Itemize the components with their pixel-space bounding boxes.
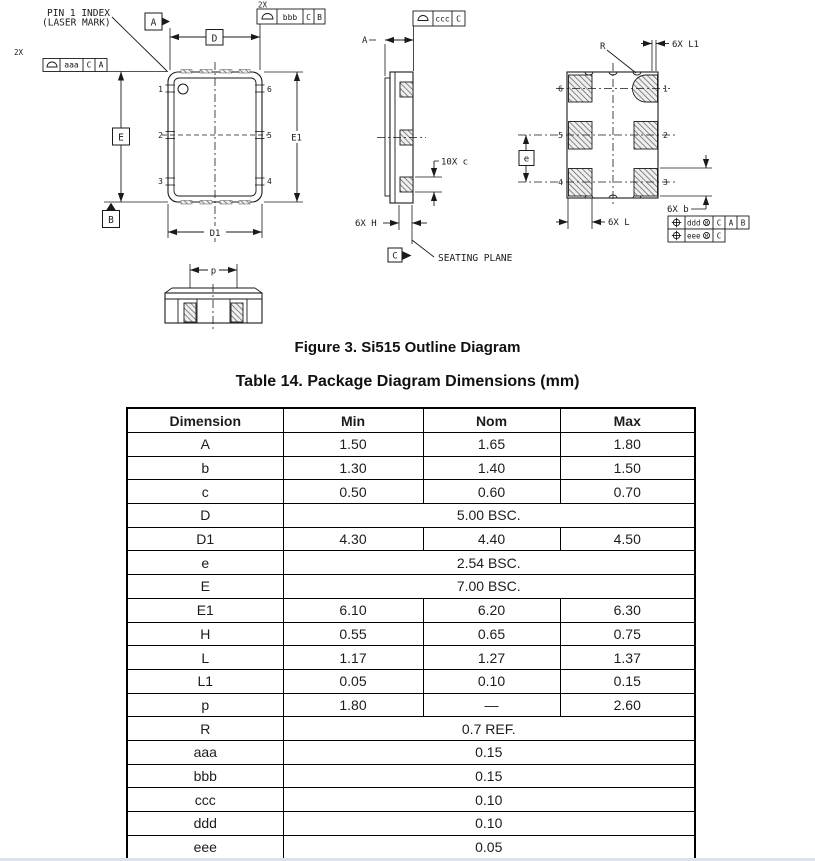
table-row bbox=[127, 669, 695, 693]
dim-label-e-pitch: e bbox=[523, 154, 530, 165]
nom-cell: 0.10 bbox=[423, 669, 560, 693]
dim-label-d: D bbox=[211, 33, 218, 45]
fcf-ddd-eee bbox=[668, 216, 749, 242]
fcf-aaa-qty: 2X bbox=[14, 48, 24, 57]
dimension-cell: aaa bbox=[127, 740, 283, 764]
pin-number: 4 bbox=[267, 177, 272, 186]
table-header-row bbox=[127, 408, 695, 433]
dimension-cell: bbb bbox=[127, 764, 283, 788]
dimension-cell: E1 bbox=[127, 598, 283, 622]
value-cell-span: 0.10 bbox=[283, 812, 695, 836]
value-cell-span: 2.54 BSC. bbox=[283, 551, 695, 575]
svg-text:M: M bbox=[704, 233, 709, 240]
max-cell: 6.30 bbox=[560, 598, 695, 622]
fcf-eee-ref1: C bbox=[716, 231, 722, 241]
table-row bbox=[127, 504, 695, 528]
min-cell: 0.50 bbox=[283, 480, 423, 504]
fcf-bbb bbox=[257, 1, 325, 25]
pin-number: 6 bbox=[267, 85, 272, 94]
nom-cell: 1.27 bbox=[423, 646, 560, 670]
nom-cell: 0.60 bbox=[423, 480, 560, 504]
value-cell-span: 5.00 BSC. bbox=[283, 504, 695, 528]
nom-cell: 1.65 bbox=[423, 433, 560, 457]
min-cell: 1.30 bbox=[283, 456, 423, 480]
pin-number: 5 bbox=[267, 131, 272, 140]
max-cell: 1.80 bbox=[560, 433, 695, 457]
nom-cell: 0.65 bbox=[423, 622, 560, 646]
fcf-ccc bbox=[413, 11, 465, 26]
fcf-bbb-tol: bbb bbox=[282, 13, 298, 22]
nom-cell: 1.40 bbox=[423, 456, 560, 480]
callout-6x-b: 6X b bbox=[667, 205, 689, 215]
datum-b-label: B bbox=[108, 215, 114, 226]
dimension-cell: L1 bbox=[127, 669, 283, 693]
fcf-aaa-ref1: C bbox=[86, 60, 92, 70]
table-row bbox=[127, 646, 695, 670]
svg-text:M: M bbox=[704, 220, 709, 227]
datum-b-flag bbox=[103, 203, 120, 228]
dimension-cell: A bbox=[127, 433, 283, 457]
pad-number: 1 bbox=[663, 84, 668, 94]
table-row bbox=[127, 693, 695, 717]
datum-a-flag bbox=[145, 13, 170, 30]
max-cell: 1.50 bbox=[560, 456, 695, 480]
nom-cell: — bbox=[423, 693, 560, 717]
col-header-dimension: Dimension bbox=[127, 408, 283, 433]
dim-label-d1: D1 bbox=[209, 229, 221, 239]
table-row bbox=[127, 598, 695, 622]
fcf-ddd-ref3: B bbox=[740, 218, 746, 228]
land-pattern-view bbox=[518, 40, 749, 242]
dimension-cell: b bbox=[127, 456, 283, 480]
min-cell: 0.05 bbox=[283, 669, 423, 693]
value-cell-span: 0.10 bbox=[283, 788, 695, 812]
pad-number: 2 bbox=[663, 131, 668, 140]
fcf-aaa-tol: aaa bbox=[64, 60, 79, 70]
table-row bbox=[127, 740, 695, 764]
dim-label-e: E bbox=[118, 132, 124, 144]
pad-number: 3 bbox=[663, 178, 668, 187]
table-row bbox=[127, 717, 695, 741]
top-view bbox=[14, 1, 325, 243]
min-cell: 4.30 bbox=[283, 527, 423, 551]
fcf-bbb-qty: 2X bbox=[258, 0, 268, 10]
pin-number: 3 bbox=[158, 177, 163, 186]
max-cell: 0.75 bbox=[560, 622, 695, 646]
fcf-ccc-tol: ccc bbox=[435, 14, 450, 24]
radius-label: R bbox=[600, 42, 606, 52]
dimension-cell: R bbox=[127, 717, 283, 741]
pin-number: 2 bbox=[158, 131, 163, 140]
package-dimensions-table bbox=[126, 407, 696, 860]
min-cell: 1.50 bbox=[283, 433, 423, 457]
dimension-cell: D bbox=[127, 504, 283, 528]
fcf-bbb-ref1: C bbox=[306, 13, 311, 22]
dimension-cell: c bbox=[127, 480, 283, 504]
max-cell: 0.15 bbox=[560, 669, 695, 693]
dimension-table-body bbox=[127, 433, 695, 860]
min-cell: 0.55 bbox=[283, 622, 423, 646]
table-title: Table 14. Package Diagram Dimensions (mm) bbox=[235, 373, 580, 390]
table-row bbox=[127, 788, 695, 812]
side-view bbox=[355, 11, 513, 264]
value-cell-span: 0.7 REF. bbox=[283, 717, 695, 741]
table-row bbox=[127, 622, 695, 646]
dimension-cell: e bbox=[127, 551, 283, 575]
pin1-index-note2: (LASER MARK) bbox=[42, 17, 111, 29]
pad-number: 4 bbox=[558, 178, 563, 187]
dimension-cell: ddd bbox=[127, 812, 283, 836]
callout-6x-l: 6X L bbox=[608, 218, 630, 228]
table-row bbox=[127, 764, 695, 788]
pad-number: 6 bbox=[558, 84, 563, 94]
fcf-bbb-ref2: B bbox=[317, 13, 322, 22]
figure-caption: Figure 3. Si515 Outline Diagram bbox=[294, 339, 521, 356]
pin-number: 1 bbox=[158, 85, 163, 94]
dimension-cell: eee bbox=[127, 835, 283, 859]
table-row bbox=[127, 456, 695, 480]
value-cell-span: 0.15 bbox=[283, 764, 695, 788]
pin1-mark bbox=[178, 84, 188, 94]
callout-10x-c: 10X c bbox=[441, 157, 469, 168]
value-cell-span: 0.05 bbox=[283, 835, 695, 859]
col-header-min: Min bbox=[283, 408, 423, 433]
dimension-cell: D1 bbox=[127, 527, 283, 551]
callout-6x-h: 6X H bbox=[355, 219, 377, 229]
table-row bbox=[127, 527, 695, 551]
min-cell: 1.17 bbox=[283, 646, 423, 670]
table-row bbox=[127, 835, 695, 859]
col-header-max: Max bbox=[560, 408, 695, 433]
dimension-cell: p bbox=[127, 693, 283, 717]
outline-diagram bbox=[0, 0, 815, 336]
fcf-ddd-ref1: C bbox=[716, 218, 722, 228]
callout-6x-l1: 6X L1 bbox=[672, 40, 700, 50]
fcf-ddd-tol: ddd bbox=[687, 218, 701, 228]
max-cell: 0.70 bbox=[560, 480, 695, 504]
table-row bbox=[127, 812, 695, 836]
fcf-eee-tol: eee bbox=[687, 231, 701, 241]
datum-a-label: A bbox=[150, 17, 157, 29]
max-cell: 2.60 bbox=[560, 693, 695, 717]
pad-number: 5 bbox=[558, 131, 563, 140]
dimension-cell: L bbox=[127, 646, 283, 670]
dim-label-p: p bbox=[210, 266, 217, 277]
table-row bbox=[127, 433, 695, 457]
table-row bbox=[127, 480, 695, 504]
value-cell-span: 7.00 BSC. bbox=[283, 575, 695, 599]
seating-plane-label: SEATING PLANE bbox=[438, 253, 513, 264]
max-cell: 4.50 bbox=[560, 527, 695, 551]
datum-c-flag bbox=[388, 248, 412, 262]
fcf-ccc-ref1: C bbox=[456, 14, 461, 24]
datum-c-label: C bbox=[392, 251, 398, 262]
min-cell: 6.10 bbox=[283, 598, 423, 622]
fcf-aaa-ref2: A bbox=[98, 60, 104, 70]
fcf-aaa bbox=[14, 48, 107, 72]
table-row bbox=[127, 575, 695, 599]
min-cell: 1.80 bbox=[283, 693, 423, 717]
col-header-nom: Nom bbox=[423, 408, 560, 433]
dimension-cell: H bbox=[127, 622, 283, 646]
dim-label-e1: E1 bbox=[291, 133, 302, 144]
nom-cell: 4.40 bbox=[423, 527, 560, 551]
value-cell-span: 0.15 bbox=[283, 740, 695, 764]
max-cell: 1.37 bbox=[560, 646, 695, 670]
nom-cell: 6.20 bbox=[423, 598, 560, 622]
dim-label-a-side: A bbox=[362, 36, 368, 46]
bottom-elevation-view bbox=[165, 264, 262, 331]
table-row bbox=[127, 551, 695, 575]
fcf-ddd-ref2: A bbox=[728, 218, 734, 228]
dimension-cell: E bbox=[127, 575, 283, 599]
pin1-index-note: PIN 1 INDEX bbox=[47, 8, 110, 19]
dimension-cell: ccc bbox=[127, 788, 283, 812]
